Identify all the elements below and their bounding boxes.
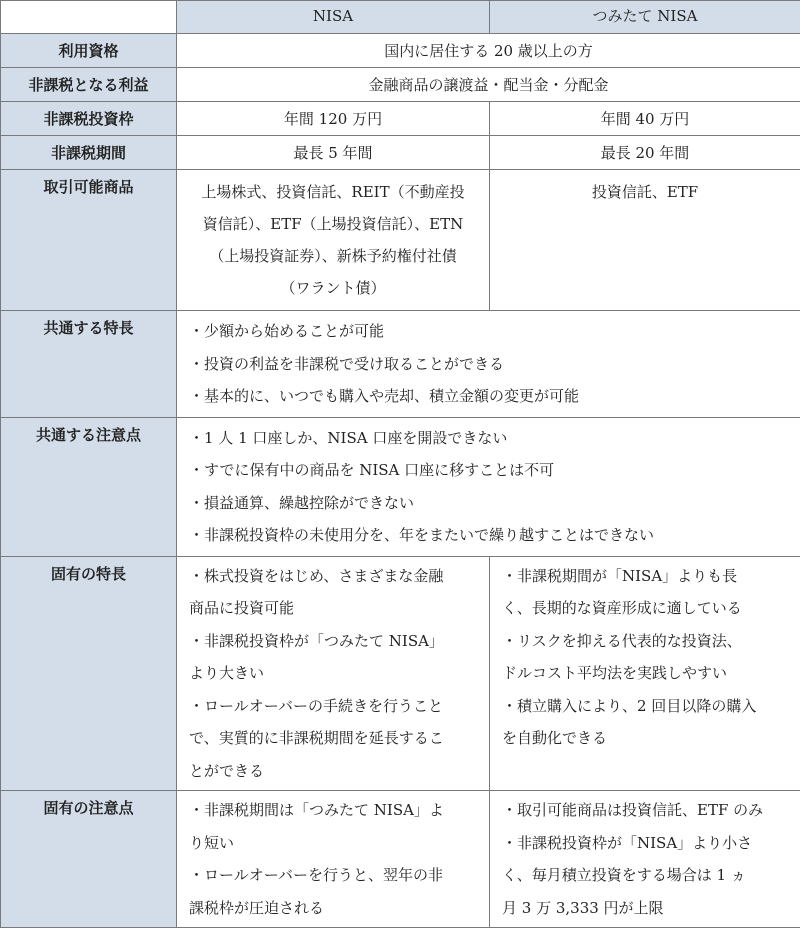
text-line: 月 3 万 3,333 円が上限 <box>502 892 794 925</box>
text-line: く、長期的な資産形成に適している <box>502 592 794 625</box>
list-item: ・1 人 1 口座しか、NISA 口座を開設できない <box>189 422 792 455</box>
text-line: ・非課税投資枠が「つみたて NISA」 <box>189 625 483 658</box>
text-line: ・非課税期間は「つみたて NISA」よ <box>189 794 483 827</box>
text-line: ・ロールオーバーの手続きを行うこと <box>189 690 483 723</box>
row-label-common-features: 共通する特長 <box>1 311 177 418</box>
period-tsumitate: 最長 20 年間 <box>490 136 800 170</box>
products-nisa-line: 資信託）、ETF（上場投資信託）、ETN <box>185 208 481 240</box>
products-nisa <box>177 170 490 311</box>
row-label-unique-cautions: 固有の注意点 <box>1 791 177 928</box>
text-line: 商品に投資可能 <box>189 592 483 625</box>
products-nisa-line: （上場投資証券）、新株予約権付社債 <box>185 240 481 272</box>
row-unique-cautions <box>1 791 800 928</box>
row-label-period: 非課税期間 <box>1 136 177 170</box>
row-quota <box>1 102 800 136</box>
header-tsumitate-nisa: つみたて NISA <box>490 1 800 34</box>
common-features-list <box>177 311 800 418</box>
period-nisa: 最長 5 年間 <box>177 136 490 170</box>
text-line: ・リスクを抑える代表的な投資法、 <box>502 625 794 658</box>
taxfree-profit-value: 金融商品の譲渡益・配当金・分配金 <box>177 68 800 102</box>
unique-features-nisa <box>177 556 490 791</box>
row-label-eligibility: 利用資格 <box>1 34 177 68</box>
row-label-products: 取引可能商品 <box>1 170 177 311</box>
row-label-unique-features: 固有の特長 <box>1 556 177 791</box>
quota-tsumitate: 年間 40 万円 <box>490 102 800 136</box>
row-common-features <box>1 311 800 418</box>
list-item: ・基本的に、いつでも購入や売却、積立金額の変更が可能 <box>189 380 792 413</box>
header-row <box>1 1 800 34</box>
list-item: ・非課税投資枠の未使用分を、年をまたいで繰り越すことはできない <box>189 519 792 552</box>
unique-cautions-tsumitate <box>490 791 800 928</box>
products-nisa-line: 上場株式、投資信託、REIT（不動産投 <box>185 176 481 208</box>
text-line: ドルコスト平均法を実践しやすい <box>502 657 794 690</box>
row-label-taxfree-profit: 非課税となる利益 <box>1 68 177 102</box>
row-period <box>1 136 800 170</box>
row-taxfree-profit <box>1 68 800 102</box>
row-products <box>1 170 800 311</box>
row-common-cautions <box>1 417 800 556</box>
unique-features-tsumitate <box>490 556 800 791</box>
list-item: ・少額から始めることが可能 <box>189 315 792 348</box>
text-line: 課税枠が圧迫される <box>189 892 483 925</box>
row-label-quota: 非課税投資枠 <box>1 102 177 136</box>
list-item: ・すでに保有中の商品を NISA 口座に移すことは不可 <box>189 454 792 487</box>
text-line: より大きい <box>189 657 483 690</box>
text-line: とができる <box>189 755 483 788</box>
text-line: り短い <box>189 827 483 860</box>
list-item: ・損益通算、繰越控除ができない <box>189 487 792 520</box>
eligibility-value: 国内に居住する 20 歳以上の方 <box>177 34 800 68</box>
text-line: ・非課税投資枠が「NISA」より小さ <box>502 827 794 860</box>
header-nisa: NISA <box>177 1 490 34</box>
text-line: で、実質的に非課税期間を延長するこ <box>189 722 483 755</box>
text-line: ・取引可能商品は投資信託、ETF のみ <box>502 794 794 827</box>
row-unique-features <box>1 556 800 791</box>
header-corner <box>1 1 177 34</box>
products-nisa-line: （ワラント債） <box>185 272 481 304</box>
products-tsumitate: 投資信託、ETF <box>490 170 800 311</box>
row-eligibility <box>1 34 800 68</box>
text-line: ・株式投資をはじめ、さまざまな金融 <box>189 560 483 593</box>
text-line: を自動化できる <box>502 722 794 755</box>
list-item: ・投資の利益を非課税で受け取ることができる <box>189 348 792 381</box>
text-line: く、毎月積立投資をする場合は 1 ヵ <box>502 859 794 892</box>
text-line: ・非課税期間が「NISA」よりも長 <box>502 560 794 593</box>
quota-nisa: 年間 120 万円 <box>177 102 490 136</box>
row-label-common-cautions: 共通する注意点 <box>1 417 177 556</box>
text-line: ・積立購入により、2 回目以降の購入 <box>502 690 794 723</box>
common-cautions-list <box>177 417 800 556</box>
unique-cautions-nisa <box>177 791 490 928</box>
text-line: ・ロールオーバーを行うと、翌年の非 <box>189 859 483 892</box>
